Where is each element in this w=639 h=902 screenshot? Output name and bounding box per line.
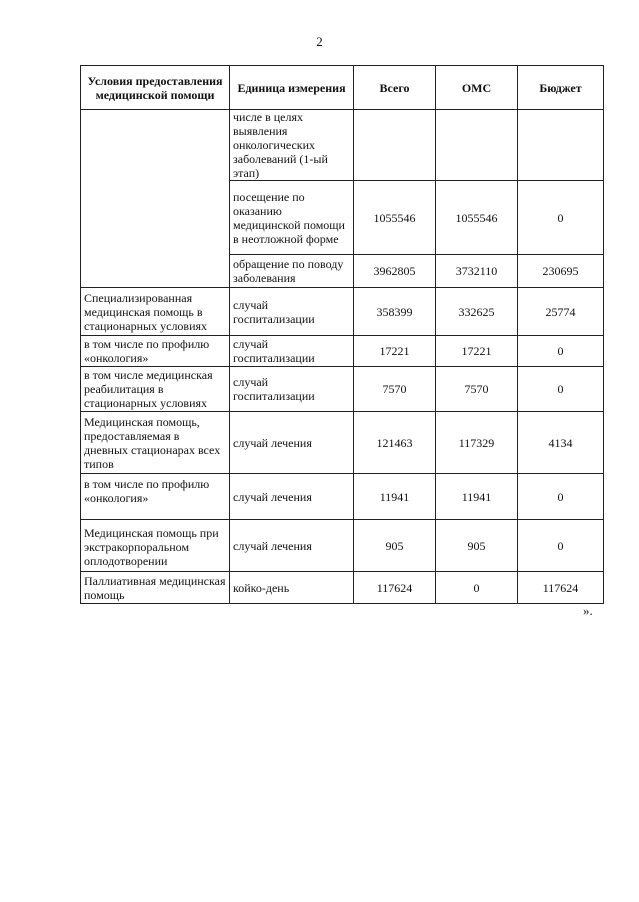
- header-condition: Условия предоставления медицинской помощи: [81, 66, 230, 110]
- table-row: [81, 336, 604, 367]
- total-cell: 358399: [354, 288, 436, 336]
- closing-quote-mark: ».: [583, 603, 593, 618]
- budget-cell: 0: [518, 520, 604, 572]
- condition-cell-continued: [81, 110, 230, 288]
- oms-cell: 0: [436, 572, 518, 604]
- oms-cell: 117329: [436, 412, 518, 474]
- table-header-row: [81, 66, 604, 110]
- condition-cell: в том числе медицинская реабилитация в стационарных условиях: [81, 367, 230, 412]
- total-cell: 1055546: [354, 181, 436, 255]
- total-cell: [354, 110, 436, 181]
- oms-cell: 332625: [436, 288, 518, 336]
- oms-cell: 3732110: [436, 255, 518, 288]
- total-cell: 17221: [354, 336, 436, 367]
- oms-cell: [436, 110, 518, 181]
- header-budget: Бюджет: [518, 66, 604, 110]
- total-cell: 121463: [354, 412, 436, 474]
- condition-cell: Паллиативная медицинская помощь: [81, 572, 230, 604]
- header-oms: ОМС: [436, 66, 518, 110]
- total-cell: 7570: [354, 367, 436, 412]
- total-cell: 11941: [354, 474, 436, 520]
- table-row: [81, 288, 604, 336]
- unit-cell: случай лечения: [230, 520, 354, 572]
- unit-cell: случай госпитализации: [230, 336, 354, 367]
- budget-cell: 25774: [518, 288, 604, 336]
- condition-cell: Медицинская помощь, предоставляемая в дневных стационарах всех типов: [81, 412, 230, 474]
- page-number: 2: [316, 34, 323, 49]
- budget-cell: 0: [518, 181, 604, 255]
- oms-cell: 1055546: [436, 181, 518, 255]
- budget-cell: [518, 110, 604, 181]
- condition-cell: в том числе по профилю «онкология»: [81, 336, 230, 367]
- condition-cell: в том числе по профилю «онкология»: [81, 474, 230, 520]
- table-row: [81, 474, 604, 520]
- oms-cell: 11941: [436, 474, 518, 520]
- unit-cell: койко-день: [230, 572, 354, 604]
- total-cell: 905: [354, 520, 436, 572]
- unit-cell: случай госпитализации: [230, 367, 354, 412]
- unit-cell: числе в целях выявления онкологических заболеваний (1-ый этап): [230, 110, 354, 181]
- unit-cell: обращение по поводу заболевания: [230, 255, 354, 288]
- budget-cell: 230695: [518, 255, 604, 288]
- unit-cell: случай лечения: [230, 412, 354, 474]
- unit-cell: посещение по оказанию медицинской помощи в неотложной форме: [230, 181, 354, 255]
- condition-cell: Медицинская помощь при экстракорпоральном оплодотворении: [81, 520, 230, 572]
- header-unit: Единица измерения: [230, 66, 354, 110]
- table-row: [81, 520, 604, 572]
- budget-cell: 117624: [518, 572, 604, 604]
- table-row: [81, 110, 604, 181]
- unit-cell: случай лечения: [230, 474, 354, 520]
- header-total: Всего: [354, 66, 436, 110]
- oms-cell: 17221: [436, 336, 518, 367]
- budget-cell: 0: [518, 336, 604, 367]
- total-cell: 117624: [354, 572, 436, 604]
- oms-cell: 905: [436, 520, 518, 572]
- table-row: [81, 367, 604, 412]
- budget-cell: 4134: [518, 412, 604, 474]
- oms-cell: 7570: [436, 367, 518, 412]
- total-cell: 3962805: [354, 255, 436, 288]
- medical-care-volume-table: [80, 65, 604, 604]
- budget-cell: 0: [518, 474, 604, 520]
- condition-cell: Специализированная медицинская помощь в стационарных условиях: [81, 288, 230, 336]
- unit-cell: случай госпитализации: [230, 288, 354, 336]
- table-row: [81, 412, 604, 474]
- table-row: [81, 572, 604, 604]
- budget-cell: 0: [518, 367, 604, 412]
